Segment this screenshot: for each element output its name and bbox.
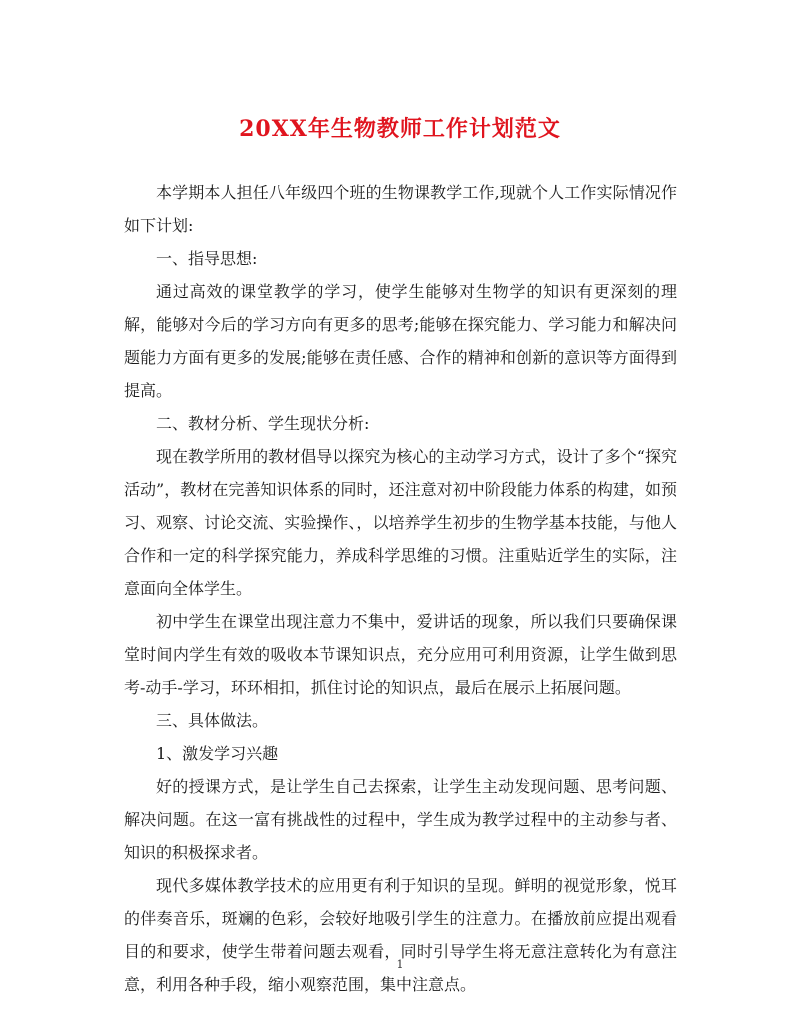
paragraph-intro: 本学期本人担任八年级四个班的生物课教学工作,现就个人工作实际情况作如下计划: (124, 183, 677, 235)
paragraph-textbook-analysis: 现在教学所用的教材倡导以探究为核心的主动学习方式，设计了多个“探究活动”，教材在完善知识体系的同时，还注意对初中阶段能力体系的构建，如预习、观察、讨论交流、实验操作、，以培养学生初步的生物学基本技能，与他人合作和一定的科学探究能力，养成科学思维的习惯。注重贴近学生的实际，注意面向全体学生。 (124, 447, 677, 598)
heading-methods: 三、具体做法。 (156, 711, 269, 730)
heading-analysis: 二、教材分析、学生现状分析: (156, 414, 370, 433)
paragraph-student-analysis: 初中学生在课堂出现注意力不集中，爱讲话的现象，所以我们只要确保课堂时间内学生有效的吸收本节课知识点，充分应用可利用资源，让学生做到思考-动手-学习，环环相扣，抓住讨论的知识点，最后在展示上拓展问题。 (124, 612, 677, 697)
paragraph-multimedia: 现代多媒体教学技术的应用更有利于知识的呈现。鲜明的视觉形象，悦耳的伴奏音乐，斑斓的色彩，会较好地吸引学生的注意力。在播放前应提出观看目的和要求，使学生带着问题去观看，同时引导学生将无意注意转化为有意注意，利用各种手段，缩小观察范围，集中注意点。 (124, 876, 677, 994)
heading-guiding-ideas: 一、指导思想: (156, 249, 258, 268)
subheading-interest: 1、激发学习兴趣 (156, 744, 279, 763)
document-body (124, 176, 677, 1001)
paragraph-teaching-style: 好的授课方式，是让学生自己去探索，让学生主动发现问题、思考问题、解决问题。在这一富有挑战性的过程中，学生成为教学过程中的主动参与者、知识的积极探求者。 (124, 777, 677, 862)
document-title: 20XX年生物教师工作计划范文 (239, 116, 561, 142)
page-number: 1 (396, 958, 404, 971)
paragraph-guiding-ideas: 通过高效的课堂教学的学习，使学生能够对生物学的知识有更深刻的理解，能够对今后的学习方向有更多的思考;能够在探究能力、学习能力和解决问题能力方面有更多的发展;能够在责任感、合作的精神和创新的意识等方面得到提高。 (124, 282, 677, 400)
